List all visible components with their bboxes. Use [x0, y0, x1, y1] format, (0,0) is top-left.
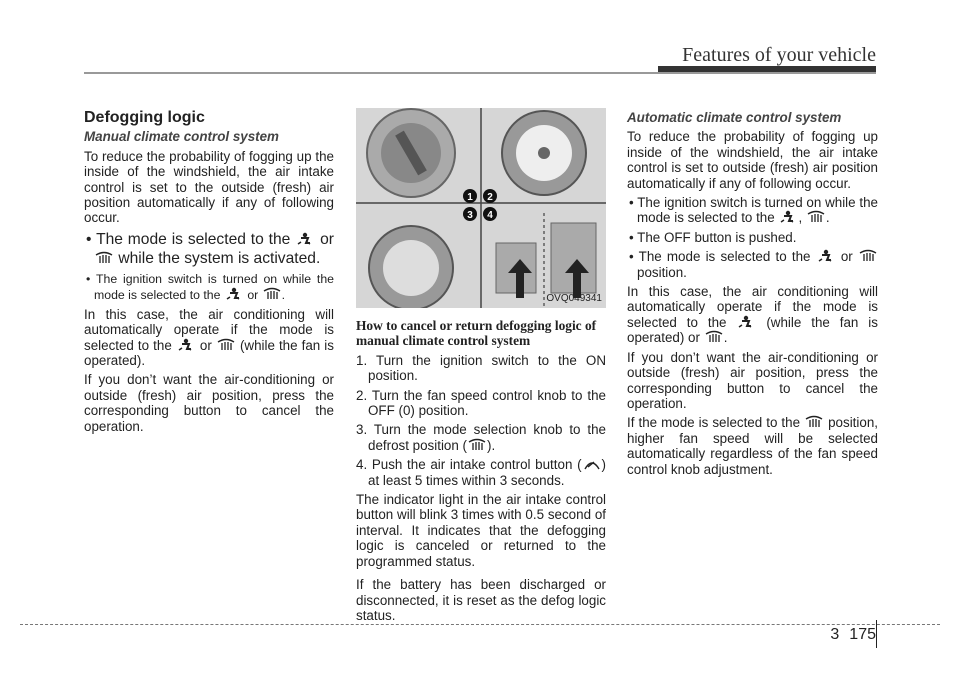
column-3	[627, 110, 878, 481]
cancel-paragraph: If you don’t want the air-conditioning or outside (fresh) air position, press the corresponding button to cancel the operation.	[627, 349, 878, 411]
page-number	[830, 626, 876, 644]
indicator-paragraph: The indicator light in the air intake control button will blink 3 times with 0.5 second of interval. It indicates that the defogging logic is canceled or returned to the programmed status.	[356, 492, 606, 569]
header-rule	[84, 72, 876, 74]
bullet-off-button: • The OFF button is pushed.	[629, 229, 797, 245]
floor-defrost-mode-icon	[295, 232, 315, 246]
chapter-number: 3	[830, 626, 840, 643]
climate-control-illustration	[356, 108, 606, 308]
defrost-mode-icon	[467, 438, 487, 452]
bullet-ignition: • The ignition switch is turned on while the mode is selected to the , .	[629, 195, 878, 226]
footer-rule	[20, 624, 940, 625]
svg-text:4: 4	[487, 210, 493, 221]
cancel-heading: How to cancel or return defogging logic of manual climate control system	[356, 318, 597, 349]
section-subheading: Automatic climate control system	[627, 110, 842, 125]
svg-text:2: 2	[487, 192, 493, 203]
defrost-mode-icon	[94, 251, 114, 265]
auto-ac-paragraph: In this case, the air conditioning will automatically operate if the mode is selected to the (while the fan is operated) or .	[627, 284, 878, 346]
auto-ac-paragraph: In this case, the air conditioning will automatically operate if the mode is selected to the or (while the fan is operated).	[84, 306, 334, 369]
floor-defrost-mode-icon	[816, 249, 836, 263]
air-intake-icon	[582, 457, 602, 471]
svg-text:1: 1	[467, 192, 473, 203]
footer-separator	[876, 620, 877, 648]
svg-text:3: 3	[467, 210, 473, 221]
defrost-mode-icon	[804, 415, 824, 429]
step-4: 4. Push the air intake control button ( ) at least 5 times within 3 seconds.	[356, 457, 606, 488]
defrost-mode-icon	[704, 330, 724, 344]
cancel-paragraph: If you don’t want the air-conditioning or outside (fresh) air position, press the corresponding button to cancel the operation.	[84, 372, 334, 434]
photo-code: OVQ049341	[546, 292, 602, 304]
floor-defrost-mode-icon	[778, 210, 798, 224]
bullet-mode-selected: • The mode is selected to the or while the system is activated.	[86, 230, 334, 267]
floor-defrost-mode-icon	[176, 338, 196, 352]
header-title: Features of your vehicle	[682, 44, 876, 66]
battery-paragraph: If the battery has been discharged or disconnected, it is reset as the defog logic status.	[356, 577, 606, 623]
step-3: 3. Turn the mode selection knob to the defrost position ( ).	[356, 422, 606, 453]
defrost-mode-icon	[262, 287, 282, 301]
floor-defrost-mode-icon	[736, 315, 756, 329]
page-number-value: 175	[849, 626, 876, 643]
step-1: 1. Turn the ignition switch to the ON position.	[356, 352, 606, 384]
defrost-mode-icon	[216, 338, 236, 352]
section-subheading: Manual climate control system	[84, 129, 279, 145]
intro-paragraph: To reduce the probability of fogging up the inside of the windshield, the air intake control is set to the outside (fresh) air position automatically if any of following occur.	[84, 148, 334, 226]
defrost-mode-icon	[806, 210, 826, 224]
bullet-ignition: • The ignition switch is turned on while the mode is selected to the or .	[86, 271, 335, 302]
column-1	[84, 110, 334, 438]
defrost-mode-icon	[858, 249, 878, 263]
step-2: 2. Turn the fan speed control knob to the OFF (0) position.	[356, 387, 606, 419]
column-2	[356, 110, 606, 627]
intro-paragraph: To reduce the probability of fogging up inside of the windshield, the air intake control is set to outside (fresh) air position automatically if any of following occur.	[627, 129, 878, 191]
climate-control-photo	[356, 108, 606, 308]
bullet-mode-selected: • The mode is selected to the or position.	[627, 249, 878, 280]
fan-speed-paragraph: If the mode is selected to the position, higher fan speed will be selected automatically regardless of the fan speed control knob adjustment.	[627, 415, 878, 477]
floor-defrost-mode-icon	[224, 287, 244, 301]
section-heading: Defogging logic	[84, 109, 205, 126]
